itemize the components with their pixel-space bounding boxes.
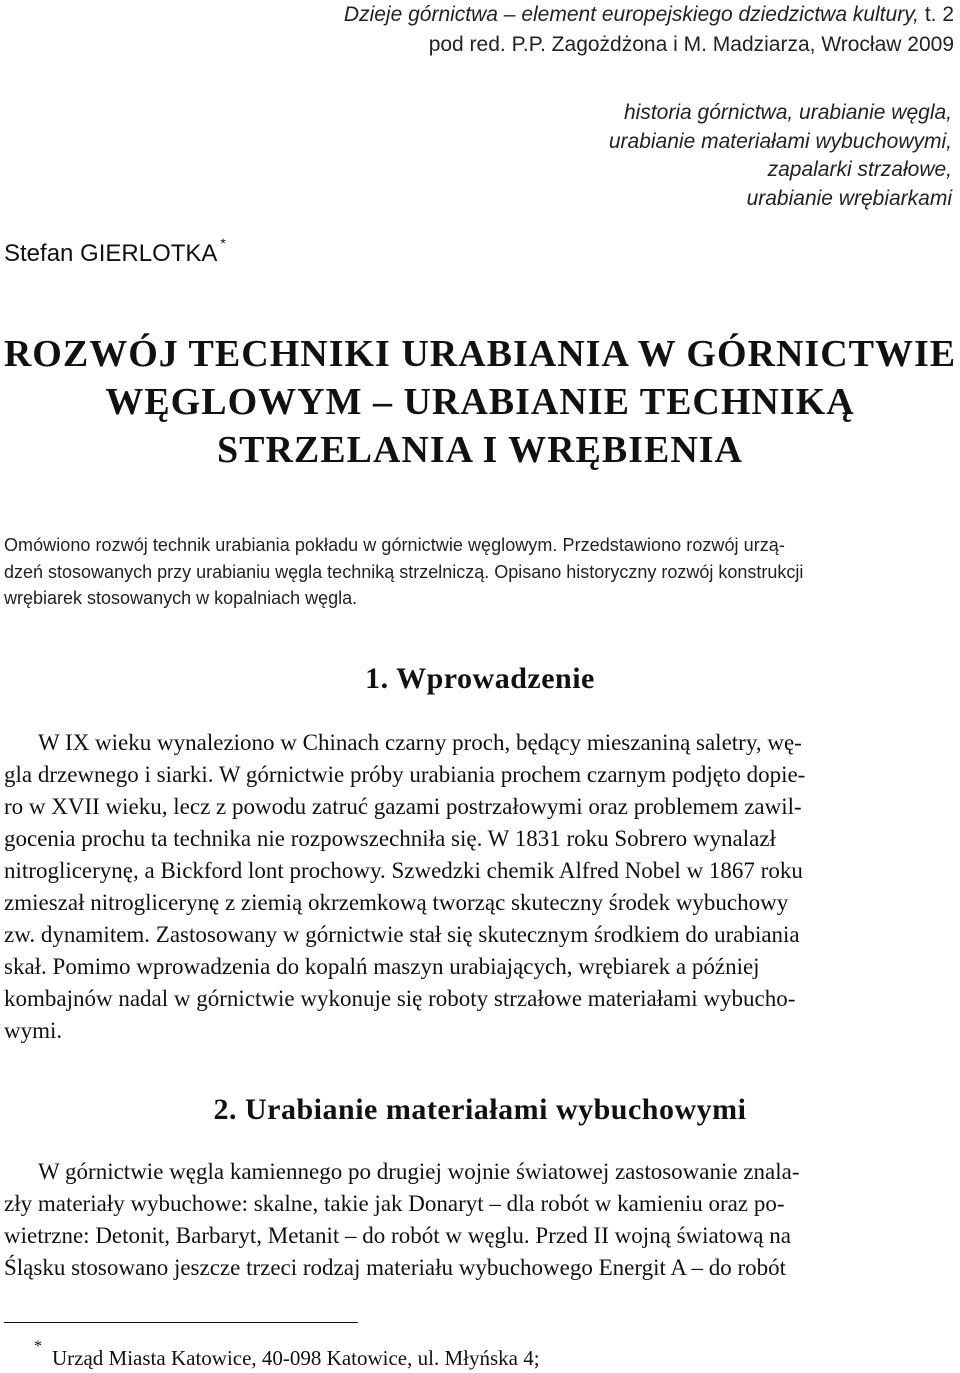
title-line: STRZELANIA I WRĘBIENIA	[216, 429, 744, 471]
keyword-line: historia górnictwa, urabianie węgla,	[623, 101, 952, 124]
paragraph-line: zły materiały wybuchowe: skalne, takie jak Donaryt – dla robót w kamieniu oraz po-	[4, 1191, 785, 1216]
citation-editors: pod red. P.P. Zagożdżona i M.	[428, 33, 707, 56]
paragraph-line: ro w XVII wieku, lecz z powodu zatruć gazami postrzałowymi oraz problemem zawil-	[4, 794, 802, 819]
section-introduction-text	[4, 727, 954, 1047]
title-line: WĘGLOWYM – URABIANIE TECHNIKĄ	[105, 381, 855, 423]
abstract-line: wrębiarek stosowanych w kopalniach węgla.	[4, 588, 358, 608]
citation-line-1	[314, 0, 954, 30]
keyword-line: zapalarki strzałowe,	[767, 158, 952, 181]
abstract-line: dzeń stosowanych przy urabianiu węgla techniką strzelniczą. Opisano historyczny rozwój konstrukcji	[4, 561, 804, 582]
paragraph-line: gla drzewnego i siarki. W górnictwie próby urabiania prochem czarnym podjęto dopie-	[4, 762, 806, 787]
footnote-separator	[4, 1322, 358, 1323]
keywords	[532, 99, 952, 213]
paragraph-line: wymi.	[4, 1018, 63, 1043]
keyword-line: urabianie wrębiarkami	[746, 186, 952, 210]
section-heading-explosives: 2. Urabianie materiałami wybuchowymi	[213, 1093, 747, 1126]
paragraph-line: nitroglicerynę, a Bickford lont prochowy. Szwedzki chemik Alfred Nobel w 1867 roku	[4, 858, 803, 883]
paragraph-line: W górnictwie węgla kamiennego po drugiej wojnie światowej zastosowanie znala-	[38, 1159, 800, 1184]
paragraph-line: zmieszał nitroglicerynę z ziemią okrzemkową tworząc skuteczny środek wybuchowy	[4, 890, 789, 915]
paper-title	[0, 330, 960, 474]
paragraph-line: W IX wieku wynaleziono w Chinach czarny proch, będący mieszaniną saletry, wę-	[38, 730, 802, 755]
paragraph-line: Śląsku stosowano jeszcze trzeci rodzaj materiału wybuchowego Energit A – do robót	[4, 1255, 786, 1280]
citation-header	[314, 0, 954, 60]
citation-volume: t. 2	[924, 3, 954, 26]
footnote-mark: *	[34, 1338, 42, 1355]
abstract	[4, 532, 954, 612]
footnote	[34, 1338, 540, 1373]
citation-book-title: Dzieje górnictwa – element europejskiego dziedzictwa kultury,	[343, 3, 919, 26]
paragraph-line: gocenia prochu ta technika nie rozpowszechniła się. W 1831 roku Sobrero wynalazł	[4, 826, 776, 851]
keyword-line: urabianie materiałami wybuchowymi,	[608, 129, 952, 153]
title-line: ROZWÓJ TECHNIKI URABIANIA W GÓRNICTWIE	[3, 333, 957, 375]
abstract-line: Omówiono rozwój technik urabiania pokładu w górnictwie węglowym. Przedstawiono rozwój urzą-	[4, 535, 785, 555]
section-heading-introduction: 1. Wprowadzenie	[365, 662, 595, 695]
author-footnote-mark: *	[220, 235, 226, 251]
citation-line-2	[314, 30, 954, 60]
paragraph-line: kombajnów nadal w górnictwie wykonuje się roboty strzałowe materiałami wybucho-	[4, 986, 796, 1011]
citation-publisher: Madziarza, Wrocław 2009	[712, 33, 954, 56]
footnote-text: Urząd Miasta Katowice, 40-098 Katowice, ul. Młyńska 4;	[52, 1346, 540, 1370]
paragraph-line: zw. dynamitem. Zastosowany w górnictwie stał się skutecznym środkiem do urabiania	[4, 922, 800, 947]
paragraph-line: skał. Pomimo wprowadzenia do kopalń maszyn urabiających, wrębiarek a później	[4, 954, 760, 979]
author	[4, 232, 226, 269]
author-name: Stefan GIERLOTKA	[4, 240, 218, 267]
section-explosives-text	[4, 1156, 954, 1284]
paragraph-line: wietrzne: Detonit, Barbaryt, Metanit – do robót w węglu. Przed II wojną światową na	[4, 1223, 791, 1248]
